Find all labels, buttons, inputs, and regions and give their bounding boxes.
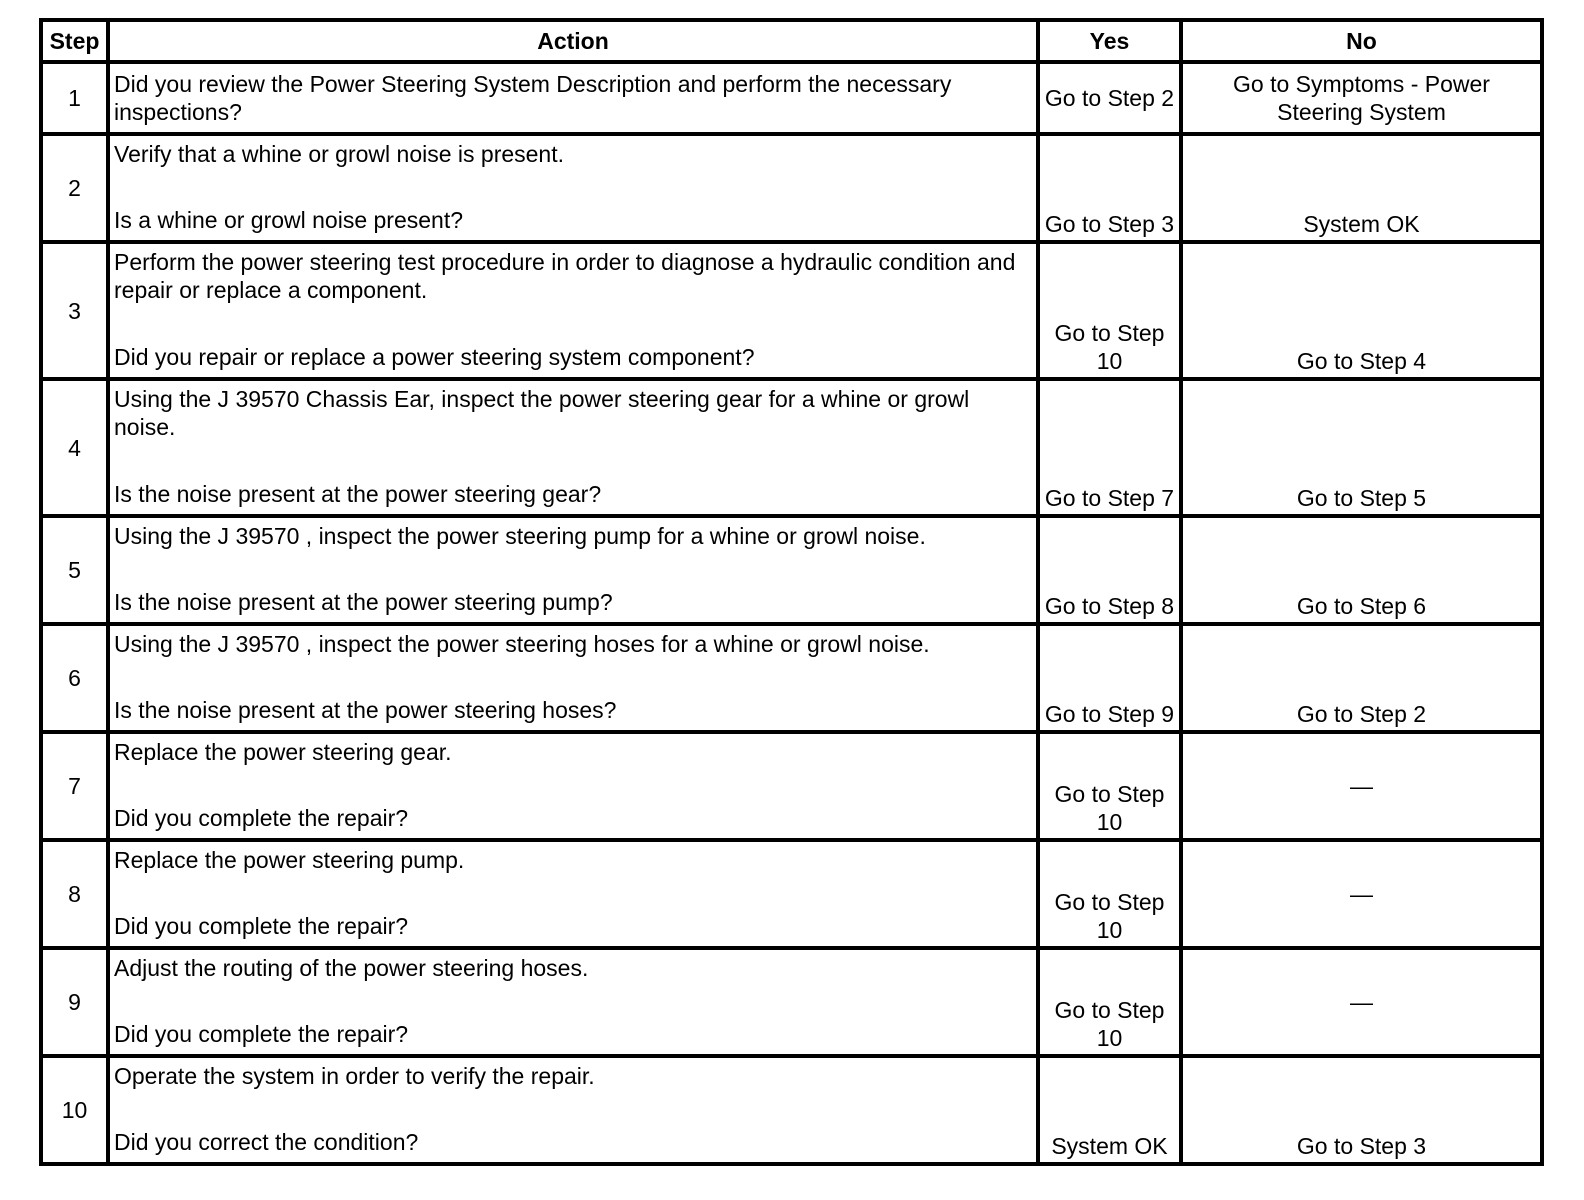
table-row bbox=[41, 948, 1542, 1056]
header-step: Step bbox=[41, 20, 108, 62]
action-question: Did you correct the condition? bbox=[114, 1129, 419, 1155]
action-cell bbox=[108, 62, 1038, 134]
action-question: Is the noise present at the power steering hoses? bbox=[114, 697, 617, 723]
action-instruction: Replace the power steering gear. bbox=[114, 739, 452, 765]
table-row bbox=[41, 840, 1542, 948]
yes-cell: Go to Step 2 bbox=[1038, 62, 1181, 134]
step-number: 9 bbox=[41, 948, 108, 1056]
yes-cell: Go to Step 7 bbox=[1038, 379, 1181, 516]
header-no: No bbox=[1181, 20, 1542, 62]
action-cell bbox=[108, 948, 1038, 1056]
no-cell: Go to Step 4 bbox=[1181, 242, 1542, 379]
table-row bbox=[41, 1056, 1542, 1164]
action-instruction: Using the J 39570 , inspect the power steering hoses for a whine or growl noise. bbox=[114, 631, 930, 657]
action-instruction: Replace the power steering pump. bbox=[114, 847, 465, 873]
yes-cell: Go to Step 10 bbox=[1038, 732, 1181, 840]
step-number: 6 bbox=[41, 624, 108, 732]
action-question: Did you complete the repair? bbox=[114, 1021, 409, 1047]
action-question: Is a whine or growl noise present? bbox=[114, 207, 464, 233]
yes-cell: Go to Step 3 bbox=[1038, 134, 1181, 242]
table-row bbox=[41, 62, 1542, 134]
no-cell: Go to Step 2 bbox=[1181, 624, 1542, 732]
table-row bbox=[41, 624, 1542, 732]
action-question: Did you review the Power Steering System Description and perform the necessary inspections? bbox=[114, 71, 952, 125]
action-instruction: Using the J 39570 Chassis Ear, inspect the power steering gear for a whine or growl noise. bbox=[114, 386, 970, 440]
yes-cell: Go to Step 9 bbox=[1038, 624, 1181, 732]
no-cell: Go to Step 3 bbox=[1181, 1056, 1542, 1164]
action-instruction: Perform the power steering test procedure in order to diagnose a hydraulic condition and repair or replace a component. bbox=[114, 249, 1016, 303]
action-cell bbox=[108, 379, 1038, 516]
yes-cell: Go to Step 8 bbox=[1038, 516, 1181, 624]
header-yes: Yes bbox=[1038, 20, 1181, 62]
action-question: Is the noise present at the power steering pump? bbox=[114, 589, 613, 615]
action-question: Is the noise present at the power steering gear? bbox=[114, 481, 602, 507]
table-row bbox=[41, 516, 1542, 624]
yes-cell: System OK bbox=[1038, 1056, 1181, 1164]
action-cell bbox=[108, 732, 1038, 840]
step-number: 5 bbox=[41, 516, 108, 624]
step-number: 3 bbox=[41, 242, 108, 379]
table-row bbox=[41, 732, 1542, 840]
table-header-row bbox=[41, 20, 1542, 62]
action-instruction: Verify that a whine or growl noise is present. bbox=[114, 141, 565, 167]
no-cell: — bbox=[1181, 840, 1542, 948]
action-instruction: Using the J 39570 , inspect the power steering pump for a whine or growl noise. bbox=[114, 523, 926, 549]
yes-cell: Go to Step 10 bbox=[1038, 948, 1181, 1056]
no-cell: Go to Symptoms - Power Steering System bbox=[1181, 62, 1542, 134]
step-number: 7 bbox=[41, 732, 108, 840]
table-row bbox=[41, 134, 1542, 242]
action-instruction: Operate the system in order to verify the repair. bbox=[114, 1063, 595, 1089]
no-cell: — bbox=[1181, 948, 1542, 1056]
action-cell bbox=[108, 516, 1038, 624]
action-cell bbox=[108, 624, 1038, 732]
step-number: 8 bbox=[41, 840, 108, 948]
table-row bbox=[41, 379, 1542, 516]
diagnostic-table bbox=[39, 18, 1544, 1166]
no-cell: Go to Step 5 bbox=[1181, 379, 1542, 516]
step-number: 2 bbox=[41, 134, 108, 242]
action-cell bbox=[108, 1056, 1038, 1164]
yes-cell: Go to Step 10 bbox=[1038, 242, 1181, 379]
step-number: 1 bbox=[41, 62, 108, 134]
action-cell bbox=[108, 134, 1038, 242]
action-question: Did you complete the repair? bbox=[114, 913, 409, 939]
header-action: Action bbox=[108, 20, 1038, 62]
step-number: 4 bbox=[41, 379, 108, 516]
no-cell: — bbox=[1181, 732, 1542, 840]
action-question: Did you repair or replace a power steering system component? bbox=[114, 344, 755, 370]
action-cell bbox=[108, 242, 1038, 379]
step-number: 10 bbox=[41, 1056, 108, 1164]
no-cell: Go to Step 6 bbox=[1181, 516, 1542, 624]
no-cell: System OK bbox=[1181, 134, 1542, 242]
table-row bbox=[41, 242, 1542, 379]
yes-cell: Go to Step 10 bbox=[1038, 840, 1181, 948]
action-instruction: Adjust the routing of the power steering hoses. bbox=[114, 955, 589, 981]
action-question: Did you complete the repair? bbox=[114, 805, 409, 831]
action-cell bbox=[108, 840, 1038, 948]
